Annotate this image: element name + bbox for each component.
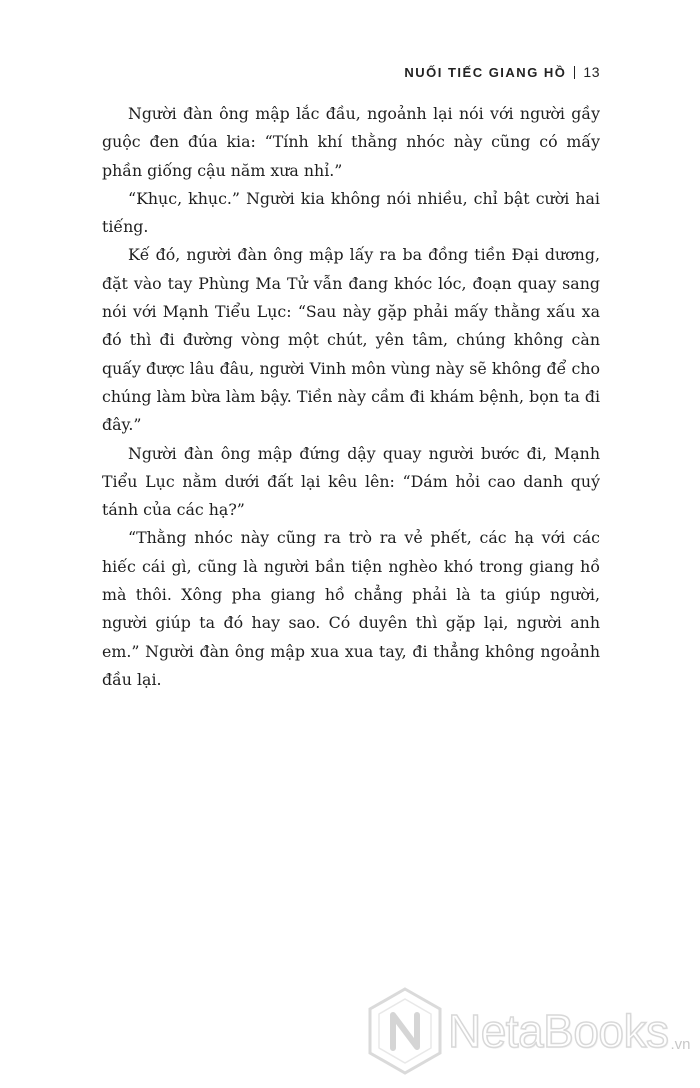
paragraph-1: Người đàn ông mập lắc đầu, ngoảnh lại nói với người gầy guộc đen đúa kia: “Tính khí thằng nhóc này cũng có mấy phần giống cậu năm xưa nhỉ.” — [102, 104, 600, 180]
watermark — [366, 985, 696, 1077]
header-separator — [574, 66, 575, 79]
running-header — [404, 64, 600, 80]
text-body — [102, 100, 600, 694]
netabooks-logo-icon — [366, 985, 444, 1077]
book-title: NUỐI TIẾC GIANG HỒ — [404, 64, 567, 80]
paragraph-3: Kế đó, người đàn ông mập lấy ra ba đồng tiền Đại dương, đặt vào tay Phùng Ma Tử vẫn đang khóc lóc, đoạn quay sang nói với Mạnh Tiểu Lục: “Sau này gặp phải mấy thằng xấu xa đó thì đi đường vòng một chút, yên tâm, chúng không càn quấy được lâu đâu, người Vinh môn vùng này sẽ không để cho chúng làm bừa làm bậy. Tiền này cầm đi khám bệnh, bọn ta đi đây.” — [102, 245, 600, 435]
paragraph-5: “Thằng nhóc này cũng ra trò ra vẻ phết, các hạ với các hiếc cái gì, cũng là người bần tiện nghèo khó trong giang hồ mà thôi. Xông pha giang hồ chẳng phải là ta giúp người, người giúp ta đó hay sao. Có duyên thì gặp lại, người anh em.” Người đàn ông mập xua xua tay, đi thẳng không ngoảnh đầu lại. — [102, 528, 600, 689]
paragraph-4: Người đàn ông mập đứng dậy quay người bước đi, Mạnh Tiểu Lục nằm dưới đất lại kêu lên: “Dám hỏi cao danh quý tánh của các hạ?” — [102, 443, 600, 520]
page-number: 13 — [583, 64, 600, 80]
watermark-brand: NetaBooks — [448, 1005, 669, 1057]
paragraph-2: “Khục, khục.” Người kia không nói nhiều, chỉ bật cười hai tiếng. — [102, 188, 600, 237]
watermark-domain: .vn — [670, 1036, 691, 1053]
